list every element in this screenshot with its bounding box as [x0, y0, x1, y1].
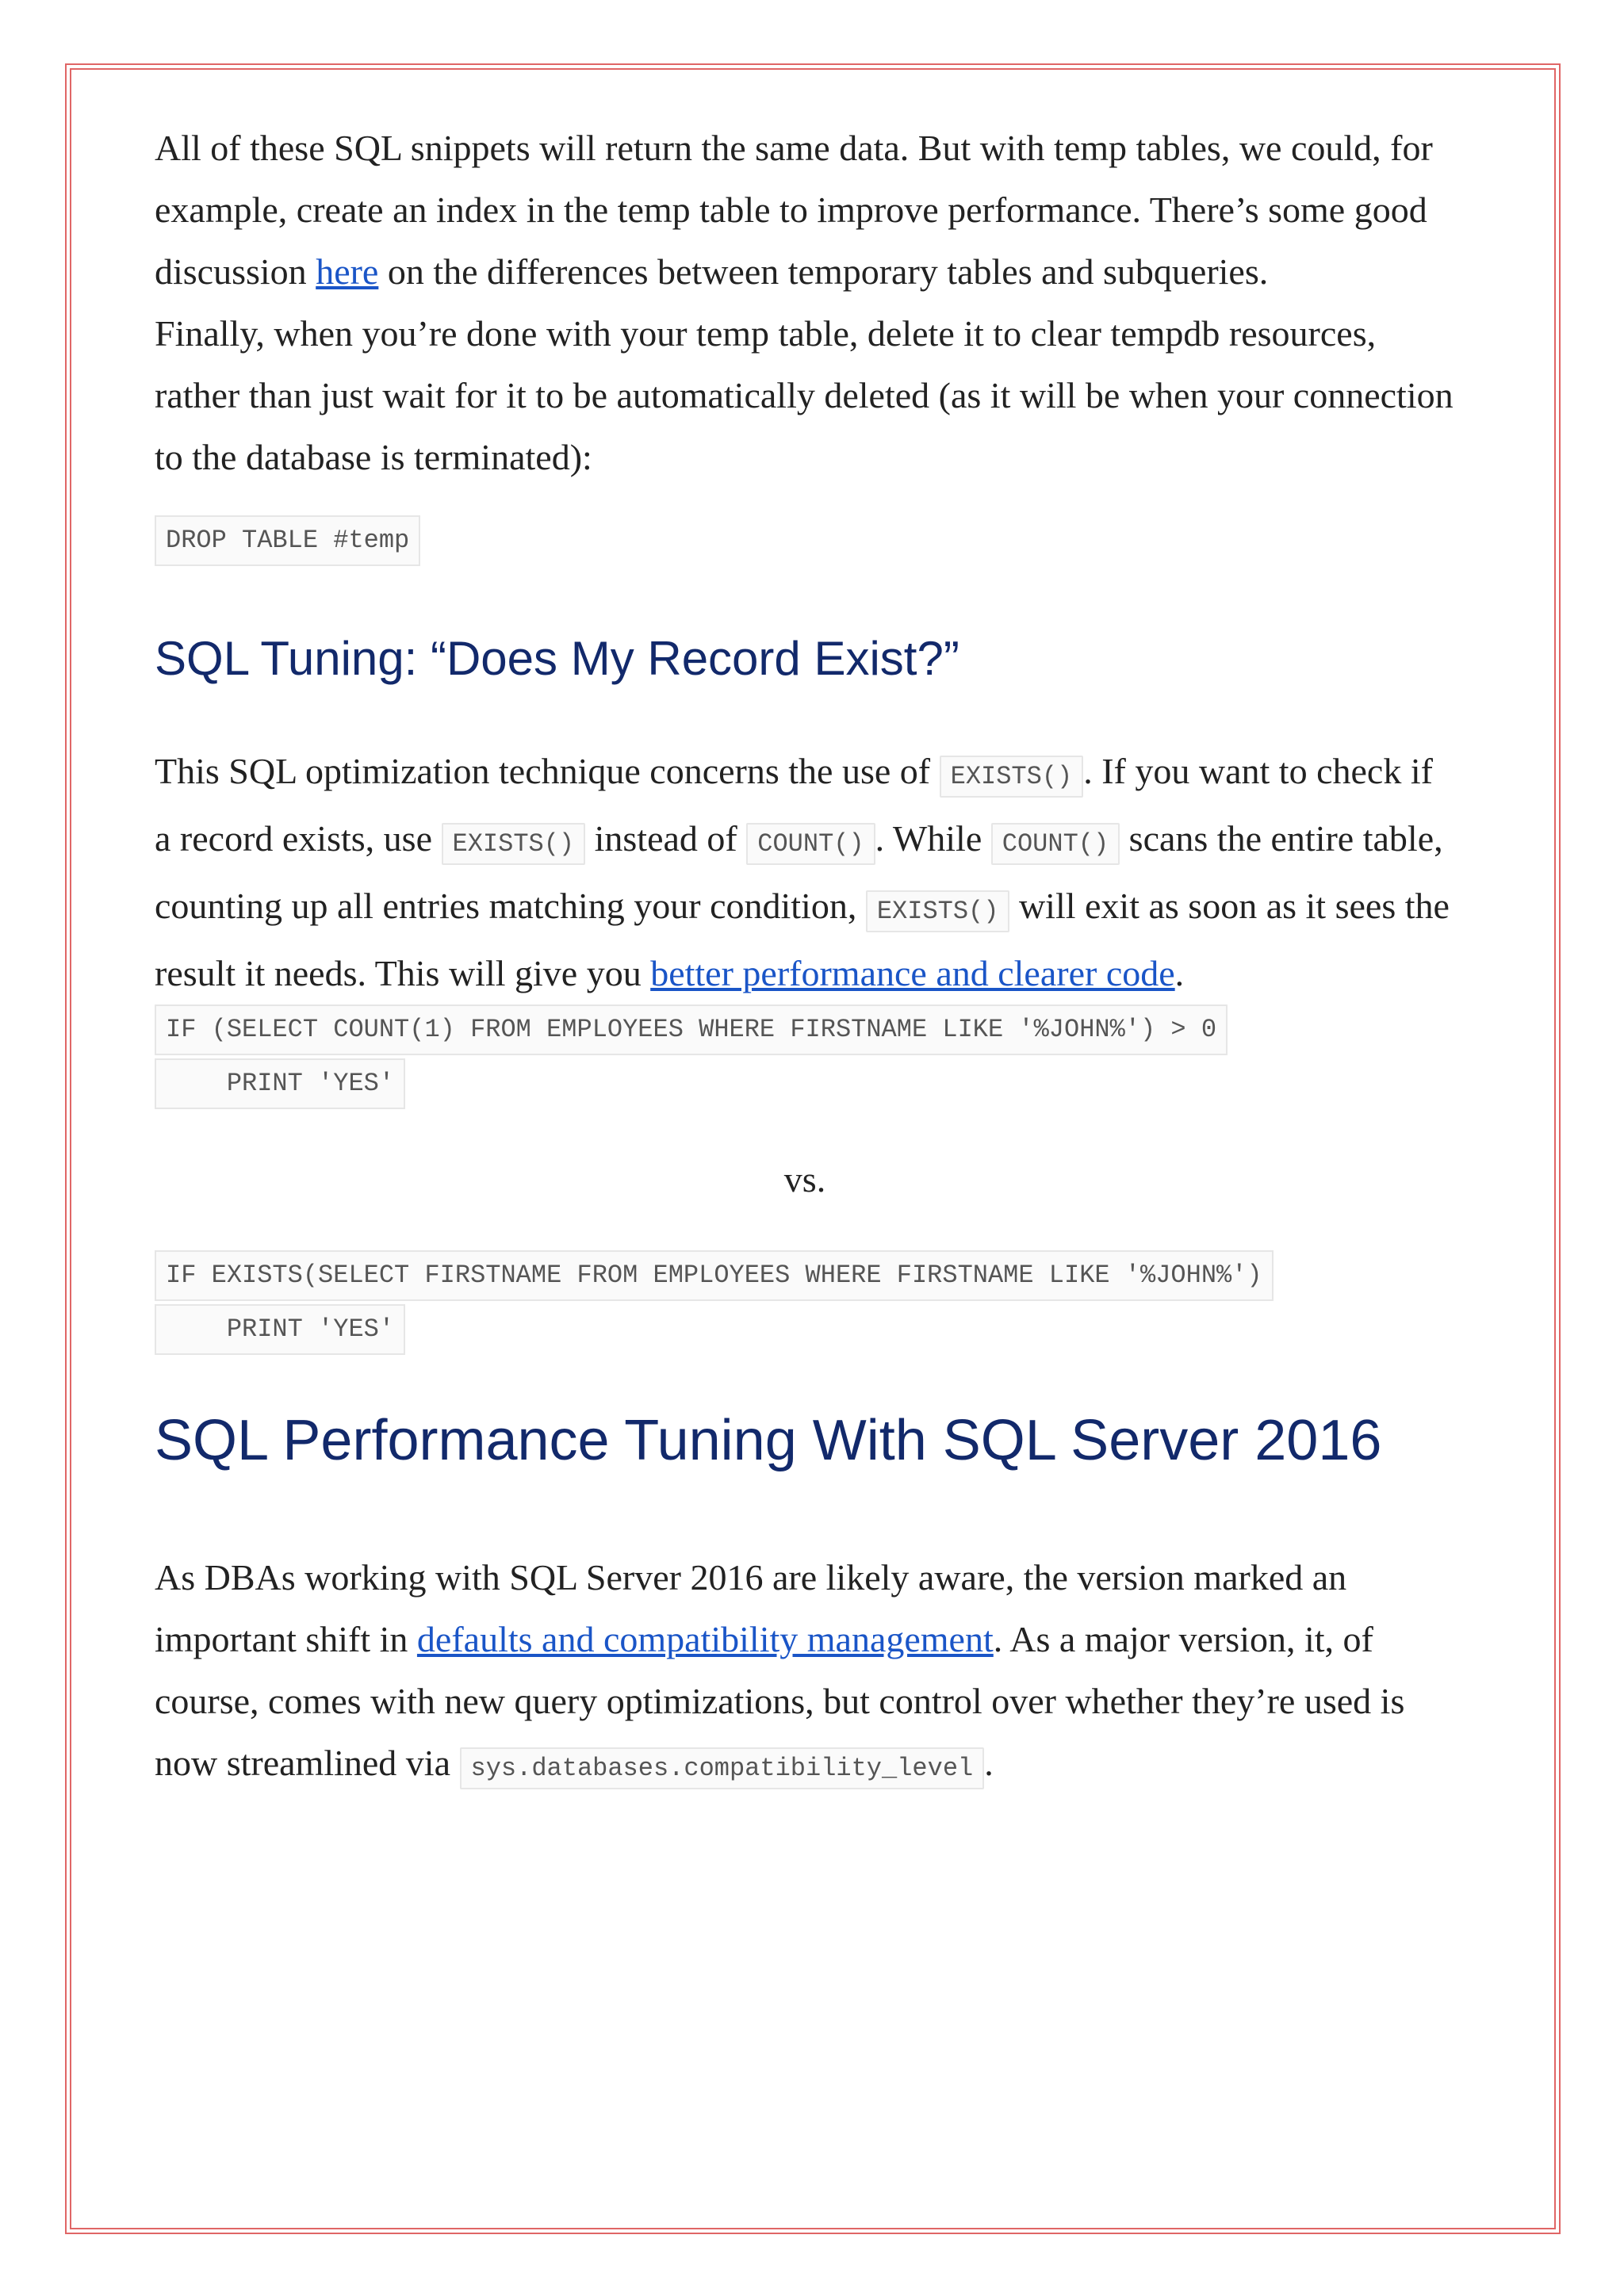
paragraph-temp-tables — [155, 117, 1455, 303]
paragraph-text: scans the entire table, counting up all entries matching your condition, — [155, 818, 1443, 926]
code-count-line1: IF (SELECT COUNT(1) FROM EMPLOYEES WHERE FIRSTNAME LIKE '%JOHN%') > 0 — [155, 1004, 1228, 1055]
here-link[interactable]: here — [316, 251, 379, 292]
paragraph-text: on the differences between temporary tables and subqueries. — [378, 251, 1269, 292]
vs-text: vs. — [783, 1159, 826, 1200]
code-count-line2: PRINT 'YES' — [155, 1058, 405, 1109]
paragraph-text: . While — [875, 818, 991, 859]
paragraph-text: instead of — [585, 818, 747, 859]
code-exists-line2: PRINT 'YES' — [155, 1304, 405, 1355]
code-drop-wrapper — [155, 515, 1455, 566]
code-exists-block — [155, 1250, 1455, 1355]
heading-record-exist: SQL Tuning: “Does My Record Exist?” — [155, 632, 959, 685]
paragraph-text: . — [1174, 953, 1185, 993]
paragraph-text: . If you want to check if a record exists, use — [155, 751, 1433, 859]
paragraph-text: Finally, when you’re done with your temp table, delete it to clear tempdb resources, rather than just wait for it to be automatically deleted (as it will be when your connection to the database is terminated): — [155, 313, 1454, 477]
paragraph-text: . As a major version, it, of course, comes with new query optimizations, but control over whether they’re used is now streamlined via — [155, 1619, 1405, 1783]
paragraph-text: will exit as soon as it sees the result it needs. This will give you — [155, 886, 1450, 993]
paragraph-text: As DBAs working with SQL Server 2016 are likely aware, the version marked an important shift in — [155, 1557, 1347, 1659]
code-exists-line1: IF EXISTS(SELECT FIRSTNAME FROM EMPLOYEES WHERE FIRSTNAME LIKE '%JOHN%') — [155, 1250, 1274, 1301]
code-count-inline: COUNT() — [746, 823, 875, 865]
paragraph-text: . — [984, 1743, 994, 1783]
defaults-compatibility-link[interactable]: defaults and compatibility management — [416, 1619, 994, 1659]
paragraph-text: All of these SQL snippets will return the same data. But with temp tables, we could, for example, create an index in the temp table to improve performance. There’s some good discussion — [155, 128, 1433, 292]
code-compatibility-level: sys.databases.compatibility_level — [460, 1747, 985, 1789]
paragraph-exists — [155, 740, 1455, 1004]
heading-sql-server-2016: SQL Performance Tuning With SQL Server 2016 — [155, 1409, 1382, 1472]
paragraph-sql-server-2016 — [155, 1547, 1455, 1800]
code-count-inline: COUNT() — [991, 823, 1120, 865]
code-exists-inline: EXISTS() — [442, 823, 586, 865]
code-count-block — [155, 1004, 1455, 1109]
code-drop-table: DROP TABLE #temp — [155, 515, 420, 566]
better-performance-link[interactable]: better performance and clearer code — [650, 953, 1175, 993]
paragraph-text: This SQL optimization technique concerns the use of — [155, 751, 940, 791]
paragraph-drop-temp — [155, 303, 1455, 488]
article-content — [155, 111, 1455, 1800]
code-exists-inline: EXISTS() — [940, 756, 1084, 798]
code-exists-inline: EXISTS() — [866, 890, 1010, 932]
